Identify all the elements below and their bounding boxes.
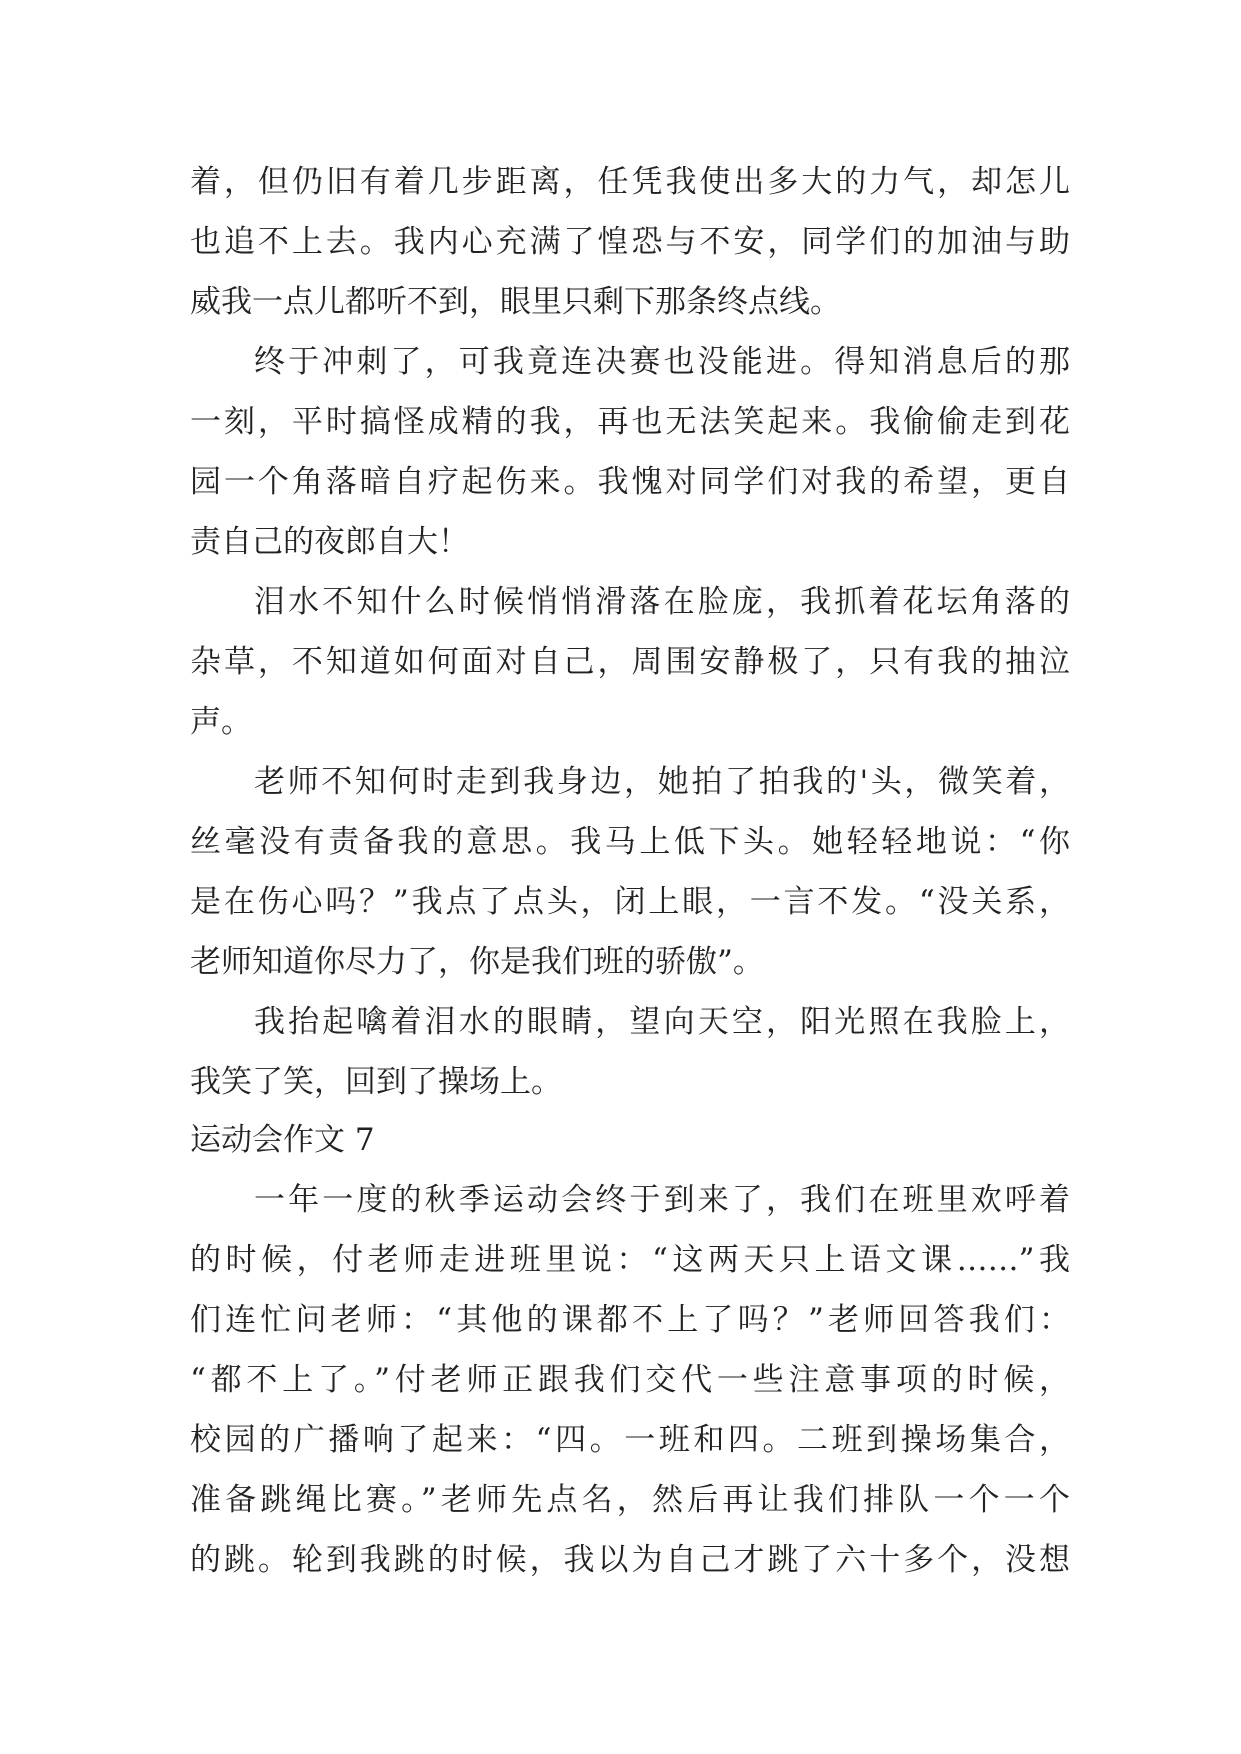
paragraph-first-line: 一年一度的秋季运动会终于到来了，我们在班里欢呼着	[254, 1182, 1070, 1218]
text-line: 我笑了笑，回到了操场上。	[190, 1064, 562, 1100]
text-line: 是在伤心吗？”我点了点头，闭上眼，一言不发。“没关系，	[190, 884, 1070, 920]
section-heading: 运动会作文 7	[190, 1122, 375, 1158]
text-line: 准备跳绳比赛。”老师先点名，然后再让我们排队一个一个	[190, 1482, 1070, 1518]
text-line: 着，但仍旧有着几步距离，任凭我使出多大的力气，却怎儿	[190, 164, 1070, 200]
text-line: 园一个角落暗自疗起伤来。我愧对同学们对我的希望，更自	[190, 464, 1070, 500]
text-line: 的时候，付老师走进班里说：“这两天只上语文课……”我	[190, 1242, 1070, 1278]
text-line: 们连忙问老师：“其他的课都不上了吗？”老师回答我们：	[190, 1302, 1070, 1338]
text-line: 声。	[190, 704, 252, 740]
text-line: 杂草，不知道如何面对自己，周围安静极了，只有我的抽泣	[190, 644, 1070, 680]
text-line: “都不上了。”付老师正跟我们交代一些注意事项的时候，	[190, 1362, 1070, 1398]
paragraph-first-line: 终于冲刺了，可我竟连决赛也没能进。得知消息后的那	[254, 344, 1070, 380]
text-line: 丝毫没有责备我的意思。我马上低下头。她轻轻地说：“你	[190, 824, 1070, 860]
paragraph-first-line: 老师不知何时走到我身边，她拍了拍我的'头，微笑着，	[254, 764, 1070, 800]
paragraph-first-line: 我抬起噙着泪水的眼睛，望向天空，阳光照在我脸上，	[254, 1004, 1070, 1040]
text-line: 也追不上去。我内心充满了惶恐与不安，同学们的加油与助	[190, 224, 1070, 260]
text-line: 一刻，平时搞怪成精的我，再也无法笑起来。我偷偷走到花	[190, 404, 1070, 440]
text-line: 老师知道你尽力了，你是我们班的骄傲”。	[190, 944, 764, 980]
text-line: 校园的广播响了起来：“四。一班和四。二班到操场集合，	[190, 1422, 1070, 1458]
text-line: 的跳。轮到我跳的时候，我以为自己才跳了六十多个，没想	[190, 1542, 1070, 1578]
text-line: 威我一点儿都听不到，眼里只剩下那条终点线。	[190, 284, 841, 320]
text-line: 责自己的夜郎自大！	[190, 524, 469, 560]
paragraph-first-line: 泪水不知什么时候悄悄滑落在脸庞，我抓着花坛角落的	[254, 584, 1070, 620]
